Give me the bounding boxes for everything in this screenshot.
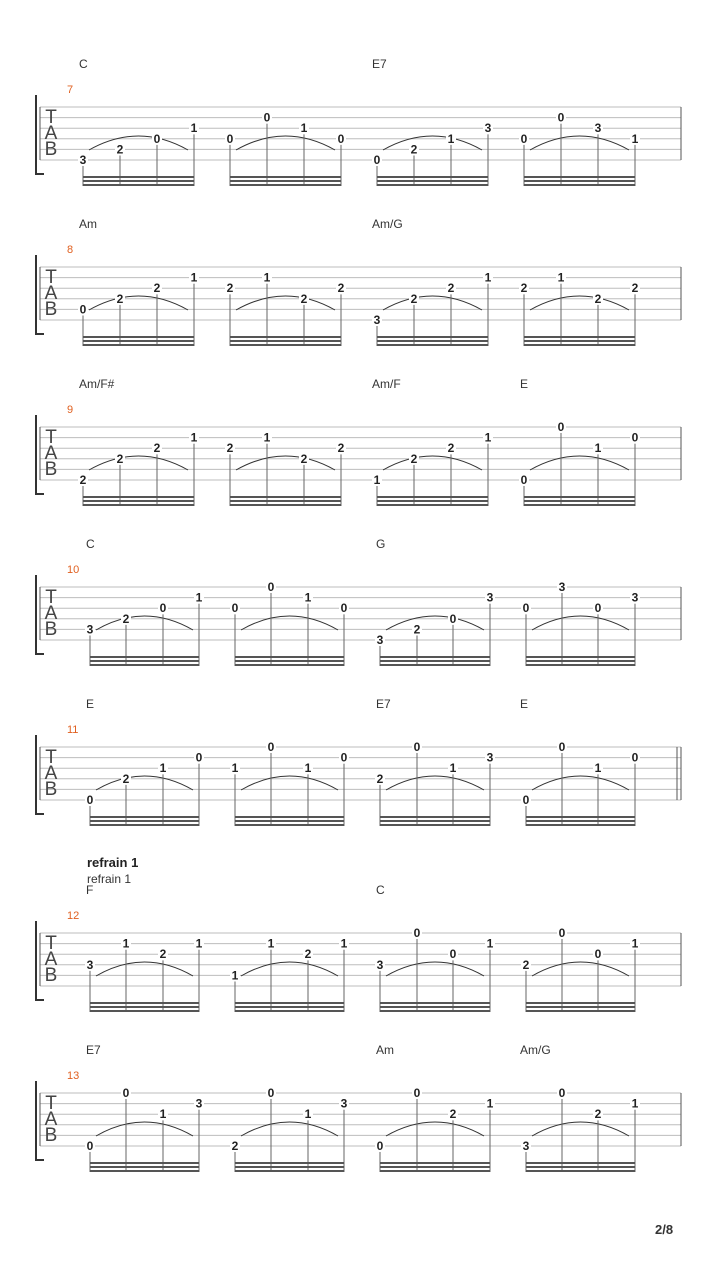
section-subtitle: refrain 1 [87, 872, 132, 886]
fret-number: 2 [337, 441, 345, 456]
fret-number: 1 [190, 121, 198, 136]
tab-staff [0, 415, 720, 515]
fret-number: 1 [594, 761, 602, 776]
beam [83, 504, 194, 506]
fret-number: 2 [122, 771, 130, 786]
beam [235, 1166, 344, 1168]
chord-label: Am/G [372, 217, 403, 231]
beam [83, 180, 194, 182]
fret-number: 0 [373, 153, 381, 167]
fret-number: 2 [520, 281, 528, 296]
fret-number: 1 [195, 590, 203, 605]
fret-number: 0 [522, 601, 530, 616]
slur-arc [96, 1122, 193, 1136]
fret-number: 1 [557, 270, 565, 285]
fret-number: 1 [486, 1096, 494, 1111]
slur-arc [530, 296, 629, 310]
fret-number: 3 [484, 121, 492, 136]
beam [526, 816, 635, 818]
chord-label: Am [376, 1043, 394, 1057]
beam [380, 1002, 490, 1004]
beam [235, 1162, 344, 1164]
fret-number: 0 [558, 926, 566, 940]
beam [524, 504, 635, 506]
tab-clef-letter: B [44, 619, 58, 640]
beam [235, 816, 344, 818]
fret-number: 1 [340, 936, 348, 951]
beam [380, 664, 490, 666]
fret-number: 1 [631, 1096, 639, 1111]
beam [230, 344, 341, 346]
fret-number: 2 [300, 451, 308, 466]
tab-clef-letter: A [44, 1109, 58, 1130]
fret-number: 1 [304, 761, 312, 776]
beam [235, 1006, 344, 1008]
fret-number: 2 [116, 451, 124, 466]
fret-number: 1 [195, 936, 203, 951]
fret-number: 0 [86, 1139, 94, 1153]
chord-label: G [376, 537, 386, 551]
fret-number: 3 [376, 957, 384, 972]
beam [526, 656, 635, 658]
beam [230, 180, 341, 182]
fret-number: 0 [226, 131, 234, 146]
beam [380, 656, 490, 658]
beam [377, 336, 488, 338]
tab-staff [0, 921, 720, 1021]
beam [235, 820, 344, 822]
fret-number: 2 [79, 473, 87, 487]
fret-number: 0 [520, 131, 528, 146]
fret-number: 0 [263, 110, 271, 125]
beam [377, 500, 488, 502]
tab-clef-letter: A [44, 603, 58, 624]
slur-arc [383, 136, 482, 150]
slur-arc [96, 776, 193, 790]
beam [90, 660, 199, 662]
fret-number: 0 [449, 947, 457, 962]
fret-number: 2 [226, 281, 234, 296]
measure-number: 13 [67, 1070, 80, 1082]
beam [380, 660, 490, 662]
fret-number: 1 [631, 936, 639, 951]
chord-label: E7 [372, 57, 387, 71]
fret-number: 1 [263, 270, 271, 285]
fret-number: 2 [410, 142, 418, 157]
fret-number: 2 [522, 957, 530, 972]
beam [90, 1162, 199, 1164]
fret-number: 0 [522, 793, 530, 807]
chord-label: C [79, 57, 88, 71]
beam [83, 340, 194, 342]
fret-number: 2 [304, 947, 312, 962]
fret-number: 1 [449, 761, 457, 776]
fret-number: 3 [376, 633, 384, 647]
fret-number: 0 [520, 473, 528, 487]
fret-number: 2 [116, 291, 124, 306]
fret-number: 1 [300, 121, 308, 136]
beam [526, 824, 635, 826]
beam [526, 664, 635, 666]
fret-number: 2 [159, 947, 167, 962]
beam [524, 180, 635, 182]
tab-clef-letter: A [44, 763, 58, 784]
measure-number: 11 [67, 724, 79, 736]
tab-staff [0, 735, 720, 835]
fret-number: 2 [116, 142, 124, 157]
fret-number: 2 [594, 291, 602, 306]
fret-number: 2 [410, 291, 418, 306]
tab-clef-letter: B [44, 299, 58, 320]
tab-clef-letter: T [45, 587, 57, 608]
fret-number: 1 [486, 936, 494, 951]
beam [230, 336, 341, 338]
fret-number: 0 [267, 740, 275, 754]
fret-number: 0 [337, 131, 345, 146]
fret-number: 2 [594, 1107, 602, 1122]
fret-number: 0 [267, 1086, 275, 1100]
fret-number: 1 [122, 936, 130, 951]
beam [235, 1010, 344, 1012]
beam [235, 664, 344, 666]
beam [380, 1162, 490, 1164]
beam [83, 336, 194, 338]
fret-number: 0 [79, 302, 87, 317]
beam [235, 660, 344, 662]
beam [90, 1010, 199, 1012]
fret-number: 0 [376, 1139, 384, 1153]
slur-arc [89, 456, 188, 470]
beam [526, 1162, 635, 1164]
fret-number: 0 [231, 601, 239, 616]
beam [230, 500, 341, 502]
beam [377, 496, 488, 498]
beam [90, 820, 199, 822]
slur-arc [530, 456, 629, 470]
beam [377, 176, 488, 178]
slur-arc [236, 296, 335, 310]
tab-clef-letter: A [44, 443, 58, 464]
slur-arc [532, 1122, 629, 1136]
slur-arc [383, 296, 482, 310]
tab-clef-letter: B [44, 459, 58, 480]
slur-arc [241, 1122, 338, 1136]
slur-arc [96, 616, 193, 630]
fret-number: 2 [447, 441, 455, 456]
fret-number: 0 [558, 740, 566, 754]
beam [377, 340, 488, 342]
tab-staff [0, 95, 720, 195]
slur-arc [241, 962, 338, 976]
fret-number: 0 [153, 131, 161, 146]
beam [83, 176, 194, 178]
beam [524, 336, 635, 338]
fret-number: 3 [631, 590, 639, 605]
slur-arc [236, 136, 335, 150]
tab-clef-letter: A [44, 123, 58, 144]
beam [90, 824, 199, 826]
tab-clef-letter: B [44, 779, 58, 800]
fret-number: 0 [557, 420, 565, 434]
beam [235, 656, 344, 658]
beam [526, 820, 635, 822]
fret-number: 2 [410, 451, 418, 466]
beam [83, 344, 194, 346]
fret-number: 3 [558, 580, 566, 594]
beam [526, 1170, 635, 1172]
fret-number: 2 [447, 281, 455, 296]
beam [90, 1002, 199, 1004]
fret-number: 2 [226, 441, 234, 456]
chord-label: E7 [376, 697, 391, 711]
slur-arc [386, 616, 484, 630]
fret-number: 1 [263, 430, 271, 445]
beam [380, 816, 490, 818]
tab-clef-letter: T [45, 267, 57, 288]
measure-number: 10 [67, 564, 80, 576]
chord-label: F [86, 883, 94, 897]
tab-staff [0, 575, 720, 675]
beam [90, 1006, 199, 1008]
beam [524, 500, 635, 502]
slur-arc [96, 962, 193, 976]
fret-number: 2 [631, 281, 639, 296]
beam [380, 1010, 490, 1012]
fret-number: 3 [195, 1096, 203, 1111]
beam [235, 1170, 344, 1172]
fret-number: 0 [594, 947, 602, 962]
fret-number: 2 [300, 291, 308, 306]
section-title: refrain 1 [87, 855, 139, 870]
beam [230, 184, 341, 186]
fret-number: 1 [304, 590, 312, 605]
beam [526, 1166, 635, 1168]
fret-number: 0 [122, 1086, 130, 1100]
beam [380, 824, 490, 826]
fret-number: 1 [231, 968, 239, 983]
tab-clef-letter: T [45, 107, 57, 128]
tab-clef-letter: T [45, 1093, 57, 1114]
chord-label: E [86, 697, 95, 711]
beam [235, 1002, 344, 1004]
beam [380, 820, 490, 822]
chord-label: E [520, 377, 529, 391]
slur-arc [241, 616, 338, 630]
beam [90, 1170, 199, 1172]
fret-number: 1 [373, 473, 381, 487]
fret-number: 3 [86, 957, 94, 972]
beam [526, 660, 635, 662]
fret-number: 3 [373, 313, 381, 327]
fret-number: 1 [484, 270, 492, 285]
fret-number: 2 [337, 281, 345, 296]
slur-arc [386, 776, 484, 790]
beam [235, 824, 344, 826]
slur-arc [530, 136, 629, 150]
beam [377, 180, 488, 182]
fret-number: 0 [631, 750, 639, 765]
fret-number: 1 [190, 430, 198, 445]
measure-number: 9 [67, 404, 74, 416]
beam [377, 344, 488, 346]
beam [380, 1006, 490, 1008]
fret-number: 0 [449, 611, 457, 626]
fret-number: 0 [340, 750, 348, 765]
fret-number: 0 [159, 601, 167, 616]
fret-number: 3 [486, 750, 494, 765]
beam [230, 176, 341, 178]
fret-number: 1 [304, 1107, 312, 1122]
fret-number: 0 [413, 740, 421, 754]
slur-arc [89, 136, 188, 150]
chord-label: Am/F# [79, 377, 115, 391]
fret-number: 3 [486, 590, 494, 605]
fret-number: 2 [376, 771, 384, 786]
beam [377, 504, 488, 506]
beam [230, 496, 341, 498]
beam [526, 1010, 635, 1012]
fret-number: 0 [631, 430, 639, 445]
tab-clef-letter: T [45, 933, 57, 954]
tab-staff [0, 255, 720, 355]
slur-arc [383, 456, 482, 470]
chord-label: E7 [86, 1043, 101, 1057]
tab-clef-letter: B [44, 965, 58, 986]
chord-label: C [376, 883, 385, 897]
tab-clef-letter: B [44, 1125, 58, 1146]
fret-number: 0 [557, 110, 565, 125]
fret-number: 1 [447, 131, 455, 146]
tab-clef-letter: T [45, 427, 57, 448]
chord-label: Am [79, 217, 97, 231]
fret-number: 0 [413, 1086, 421, 1100]
fret-number: 2 [122, 611, 130, 626]
tab-clef-letter: A [44, 949, 58, 970]
beam [380, 1170, 490, 1172]
measure-number: 7 [67, 84, 74, 96]
fret-number: 1 [159, 761, 167, 776]
slur-arc [89, 296, 188, 310]
fret-number: 0 [195, 750, 203, 765]
slur-arc [532, 616, 629, 630]
fret-number: 1 [631, 131, 639, 146]
beam [524, 176, 635, 178]
tab-clef-letter: T [45, 747, 57, 768]
beam [90, 664, 199, 666]
fret-number: 3 [340, 1096, 348, 1111]
beam [524, 184, 635, 186]
beam [526, 1002, 635, 1004]
fret-number: 3 [522, 1139, 530, 1153]
measure-number: 12 [67, 910, 80, 922]
beam [90, 656, 199, 658]
fret-number: 3 [594, 121, 602, 136]
fret-number: 2 [231, 1139, 239, 1153]
slur-arc [241, 776, 338, 790]
fret-number: 0 [413, 926, 421, 940]
measure-number: 8 [67, 244, 74, 256]
beam [524, 496, 635, 498]
beam [377, 184, 488, 186]
fret-number: 1 [159, 1107, 167, 1122]
tab-clef-letter: A [44, 283, 58, 304]
fret-number: 0 [594, 601, 602, 616]
fret-number: 1 [484, 430, 492, 445]
beam [83, 500, 194, 502]
fret-number: 1 [267, 936, 275, 951]
slur-arc [386, 962, 484, 976]
beam [230, 340, 341, 342]
beam [83, 496, 194, 498]
fret-number: 0 [340, 601, 348, 616]
fret-number: 1 [594, 441, 602, 456]
beam [90, 816, 199, 818]
fret-number: 3 [86, 622, 94, 637]
fret-number: 2 [449, 1107, 457, 1122]
beam [83, 184, 194, 186]
tab-staff [0, 1081, 720, 1181]
fret-number: 1 [231, 761, 239, 776]
fret-number: 0 [558, 1086, 566, 1100]
beam [90, 1166, 199, 1168]
fret-number: 0 [86, 793, 94, 807]
beam [524, 344, 635, 346]
slur-arc [532, 776, 629, 790]
chord-label: C [86, 537, 95, 551]
fret-number: 3 [79, 153, 87, 167]
chord-label: Am/F [372, 377, 401, 391]
beam [380, 1166, 490, 1168]
fret-number: 0 [267, 580, 275, 594]
page-number: 2/8 [655, 1222, 674, 1237]
fret-number: 1 [190, 270, 198, 285]
tab-clef-letter: B [44, 139, 58, 160]
slur-arc [386, 1122, 484, 1136]
beam [230, 504, 341, 506]
fret-number: 2 [153, 281, 161, 296]
chord-label: E [520, 697, 529, 711]
slur-arc [532, 962, 629, 976]
chord-label: Am/G [520, 1043, 551, 1057]
beam [524, 340, 635, 342]
fret-number: 2 [413, 622, 421, 637]
slur-arc [236, 456, 335, 470]
beam [526, 1006, 635, 1008]
fret-number: 2 [153, 441, 161, 456]
